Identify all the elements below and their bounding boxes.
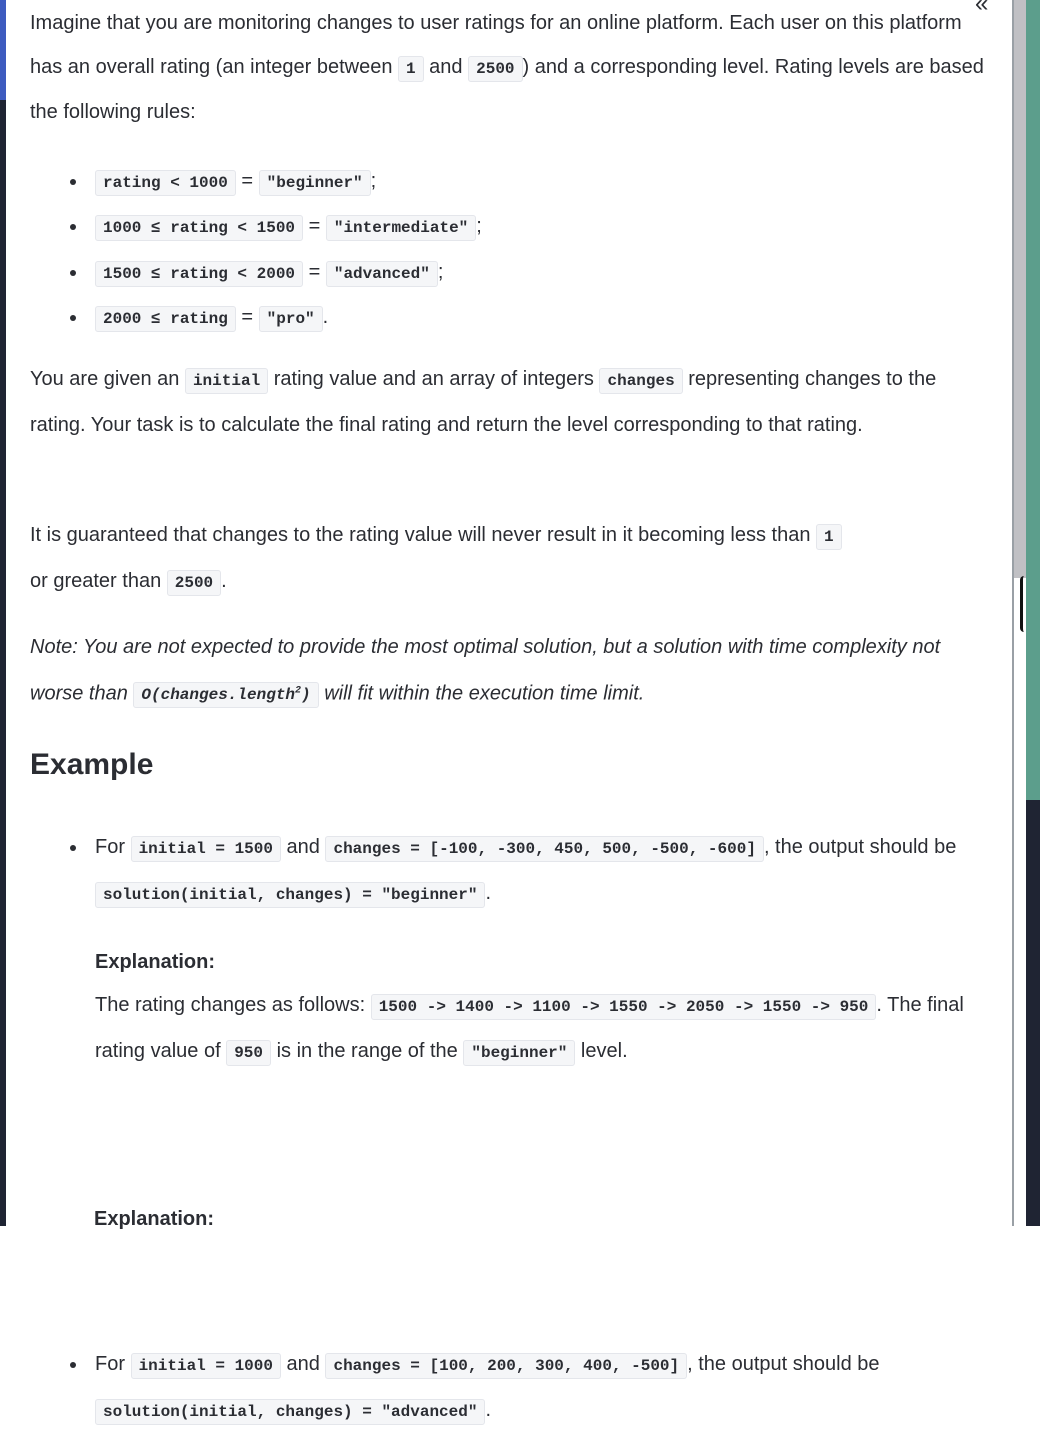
guarantee-paragraph: [30, 514, 842, 605]
exp-text-1: The rating changes as follows:: [95, 994, 371, 1016]
rule-condition: 1500 ≤ rating < 2000: [95, 261, 303, 287]
code-changes-value: changes = [-100, -300, 450, 500, -500, -600]: [325, 836, 763, 862]
left-window-edge: [0, 0, 6, 1226]
equals-sign: =: [308, 215, 321, 238]
example-2-statement: [95, 1343, 990, 1434]
rule-condition: rating < 1000: [95, 170, 236, 196]
guarantee-text-2: or greater than: [30, 569, 167, 592]
complexity-base: O(changes.length: [141, 685, 296, 704]
right-panel-edge: [1026, 0, 1040, 1226]
exp-text-4: level.: [575, 1039, 628, 1062]
left-edge-accent: [0, 0, 6, 100]
code-initial-value: initial = 1500: [131, 836, 281, 862]
and-text: and: [280, 836, 326, 858]
complexity-close: ): [301, 685, 311, 704]
rule-item: [70, 205, 482, 250]
code-initial: initial: [185, 368, 268, 394]
exp-text-3: is in the range of the: [271, 1039, 464, 1062]
code-min: 1: [816, 524, 842, 550]
equals-sign: =: [308, 260, 321, 283]
right-panel-dark: [1026, 800, 1040, 1226]
rule-level: "intermediate": [326, 215, 476, 241]
intro-text-2: and: [423, 55, 469, 78]
code-solution: solution(initial, changes) = "advanced": [95, 1399, 485, 1425]
code-initial-value: initial = 1000: [131, 1353, 281, 1379]
rule-level: "advanced": [326, 261, 438, 287]
and-text: and: [280, 1353, 326, 1375]
code-max: 2500: [167, 570, 221, 596]
rule-item: [70, 160, 482, 205]
code-max-rating: 2500: [468, 56, 522, 82]
example-item: [70, 1343, 990, 1434]
code-level: "beginner": [463, 1040, 575, 1066]
intro-text-3: ) and a corresponding level. Rating levels are based the following rules:: [30, 55, 984, 123]
double-chevron-left-icon: «: [975, 0, 983, 17]
explanation-title: Explanation:: [95, 951, 216, 973]
rating-rules-list: [70, 160, 482, 341]
guarantee-text-1: It is guaranteed that changes to the rating value will never result in it becoming less than: [30, 524, 817, 546]
code-min-rating: 1: [398, 56, 424, 82]
rule-end: .: [322, 305, 329, 328]
end-text: .: [485, 881, 492, 904]
task-text-2: rating value and an array of integers: [268, 368, 600, 390]
note-text-2: will fit within the execution time limit.: [318, 681, 645, 704]
example-1-statement: [95, 826, 990, 917]
task-text-3: representing changes to the rating. Your task is to calculate the final rating and return the level corresponding to that rating.: [30, 368, 937, 436]
for-text: For: [95, 1353, 131, 1375]
rule-condition: 1000 ≤ rating < 1500: [95, 215, 303, 241]
explanation-title-2: Explanation:: [94, 1208, 215, 1230]
code-final-rating: 950: [226, 1040, 271, 1066]
rule-end: ;: [370, 170, 377, 192]
end-text: .: [485, 1398, 492, 1421]
example-1-explanation: [95, 984, 990, 1075]
example-item: [70, 826, 990, 1075]
scrollbar-thumb[interactable]: [1014, 0, 1026, 578]
task-paragraph: [30, 358, 990, 447]
mid-text: , the output should be: [687, 1353, 880, 1375]
code-changes: changes: [599, 368, 682, 394]
collapse-panel-button[interactable]: [975, 0, 982, 16]
rule-level: "beginner": [259, 170, 371, 196]
complexity-exponent: 2: [295, 685, 302, 697]
code-rating-sequence: 1500 -> 1400 -> 1100 -> 1550 -> 2050 -> 1550 -> 950: [371, 994, 877, 1020]
rule-end: ;: [476, 215, 482, 238]
rule-item: [70, 296, 482, 341]
code-complexity: [133, 682, 318, 708]
example-heading: Example: [30, 748, 154, 781]
task-text-1: You are given an: [30, 368, 185, 390]
mid-text: , the output should be: [763, 836, 957, 858]
rule-level: "pro": [259, 306, 323, 332]
rule-condition: 2000 ≤ rating: [95, 306, 236, 332]
intro-paragraph: [30, 2, 990, 135]
note-text-1: Note: You are not expected to provide the most optimal solution, but a solution with time complexity not worse than: [30, 636, 941, 704]
equals-sign: =: [241, 305, 254, 328]
rule-item: [70, 251, 482, 296]
equals-sign: =: [241, 170, 254, 192]
code-changes-value: changes = [100, 200, 300, 400, -500]: [325, 1353, 687, 1379]
guarantee-text-3: .: [221, 569, 227, 592]
intro-text-1: Imagine that you are monitoring changes to user ratings for an online platform. Each user on this platform has an overall rating (an integer between: [30, 12, 962, 78]
examples-list: [70, 826, 990, 1421]
exp-text-2: . The final rating value of: [95, 994, 964, 1062]
rule-end: ;: [437, 260, 444, 283]
code-solution: solution(initial, changes) = "beginner": [95, 882, 485, 908]
note-paragraph: [30, 626, 990, 717]
for-text: For: [95, 836, 131, 858]
